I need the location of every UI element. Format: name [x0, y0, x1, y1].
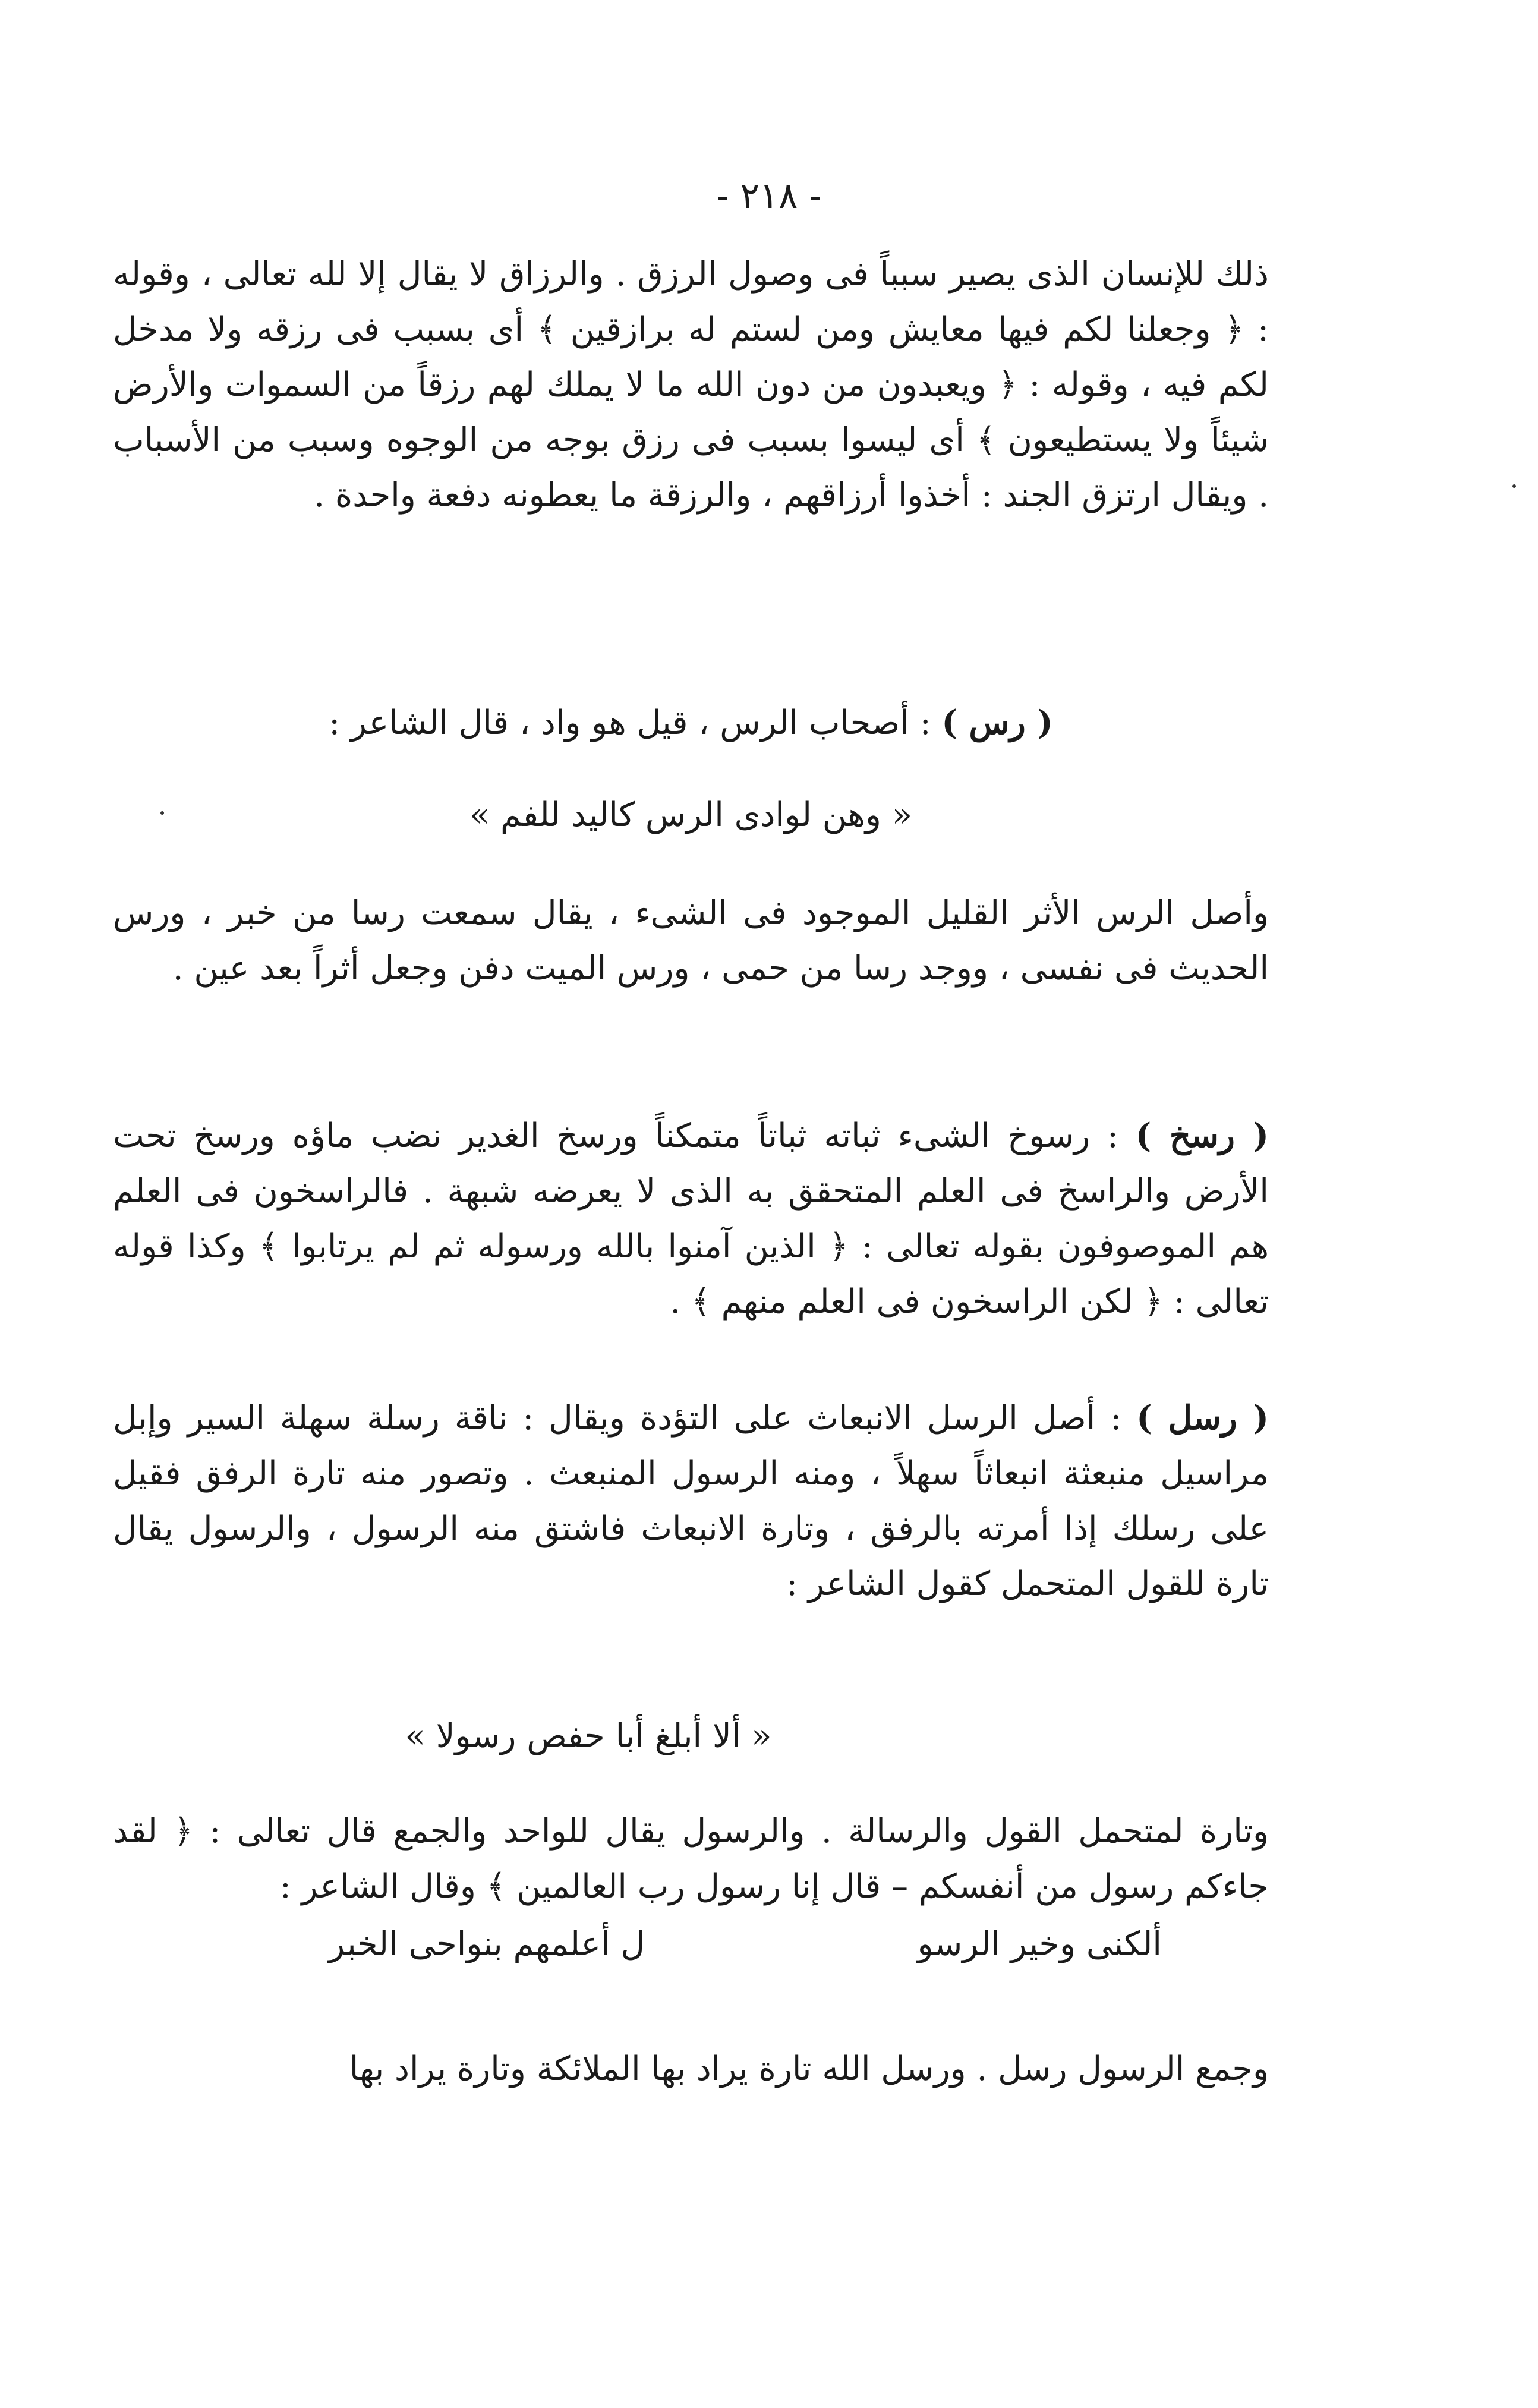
entry-head-rasakh: ( رسخ ): [1135, 1116, 1269, 1155]
paragraph-text: [113, 1108, 1269, 1329]
verse-rasal: « ألا أبلغ أبا حفص رسولا »: [405, 1717, 772, 1755]
entry-rass-heading-line: [113, 695, 1269, 751]
entry-head-rasal: ( رسل ): [1136, 1398, 1269, 1438]
paragraph-text: وأصل الرس الأثر القليل الموجود فى الشىء ، يقال سمعت رسا من خبر ، ورس الحديث فى نفسى ، ووجد رسا من حمى ، ورس الميت دفن وجعل أثراً بعد عين .: [113, 894, 1269, 988]
paragraph-text: ذلك للإنسان الذى يصير سبباً فى وصول الرزق . والرزاق لا يقال إلا لله تعالى ، وقوله : ﴿ وجعلنا لكم فيها معايش ومن لستم له برازقين ﴾ أى بسبب فى رزقه ولا مدخل لكم فيه ، وقوله : ﴿ ويعبدون من دون الله ما لا يملك لهم رزقاً من السموات والأرض شيئاً ولا يستطيعون ﴾ أى ليسوا بسبب فى رزق بوجه من الوجوه وسبب من الأسباب . ويقال ارتزق الجند : أخذوا أرزاقهم ، والرزقة ما يعطونه دفعة واحدة .: [113, 255, 1269, 515]
scan-speck: [1512, 484, 1516, 488]
paragraph-rizq: [113, 247, 1269, 523]
paragraph-last: [113, 2041, 1269, 2097]
paragraph-text: [113, 1391, 1269, 1612]
entry-rasal: [113, 1391, 1269, 1612]
entry-body-rasal: : أصل الرسل الانبعاث على التؤدة ويقال : ناقة رسلة سهلة السير وإبل مراسيل منبعثة انبعاثاً سهلاً ، ومنه الرسول المنبعث . وتصور منه تارة الرفق فقيل على رسلك إذا أمرته بالرفق ، وتارة الانبعاث فاشتق منه الرسول ، والرسول يقال تارة للقول المتحمل كقول الشاعر :: [113, 1399, 1269, 1603]
paragraph-rasal-cont: [113, 1804, 1269, 1914]
entry-body-rasakh: : رسوخ الشىء ثباته ثباتاً متمكناً ورسخ الغدير نضب ماؤه ورسخ تحت الأرض والراسخ فى العلم المتحقق به الذى لا يعرضه شبهة . فالراسخون فى العلم هم الموصوفون بقوله تعالى : ﴿ الذين آمنوا بالله ورسوله ثم لم يرتابوا ﴾ وكذا قوله تعالى : ﴿ لكن الراسخون فى العلم منهم ﴾ .: [113, 1117, 1269, 1321]
scan-speck: [160, 811, 164, 815]
entry-rasakh: [113, 1108, 1269, 1329]
entry-head-rass: ( رس ): [941, 703, 1053, 742]
page-number: - ٢١٨ -: [717, 175, 821, 217]
paragraph-text: وجمع الرسول رسل . ورسل الله تارة يراد بها الملائكة وتارة يراد بها: [349, 2050, 1269, 2088]
entry-intro-rass: : أصحاب الرس ، قيل هو واد ، قال الشاعر :: [329, 704, 942, 742]
poem-hemistich-first: ألكنى وخير الرسو: [917, 1925, 1162, 1963]
verse-rass: « وهن لوادى الرس كاليد للفم »: [469, 796, 912, 834]
poem-hemistich-second: ل أعلمهم بنواحى الخبر: [329, 1925, 645, 1963]
paragraph-rass: [113, 885, 1269, 996]
paragraph-text: وتارة لمتحمل القول والرسالة . والرسول يقال للواحد والجمع قال تعالى : ﴿ لقد جاءكم رسول من أنفسكم – قال إنا رسول رب العالمين ﴾ وقال الشاعر :: [113, 1812, 1269, 1906]
poem-line: [113, 1917, 1269, 1976]
